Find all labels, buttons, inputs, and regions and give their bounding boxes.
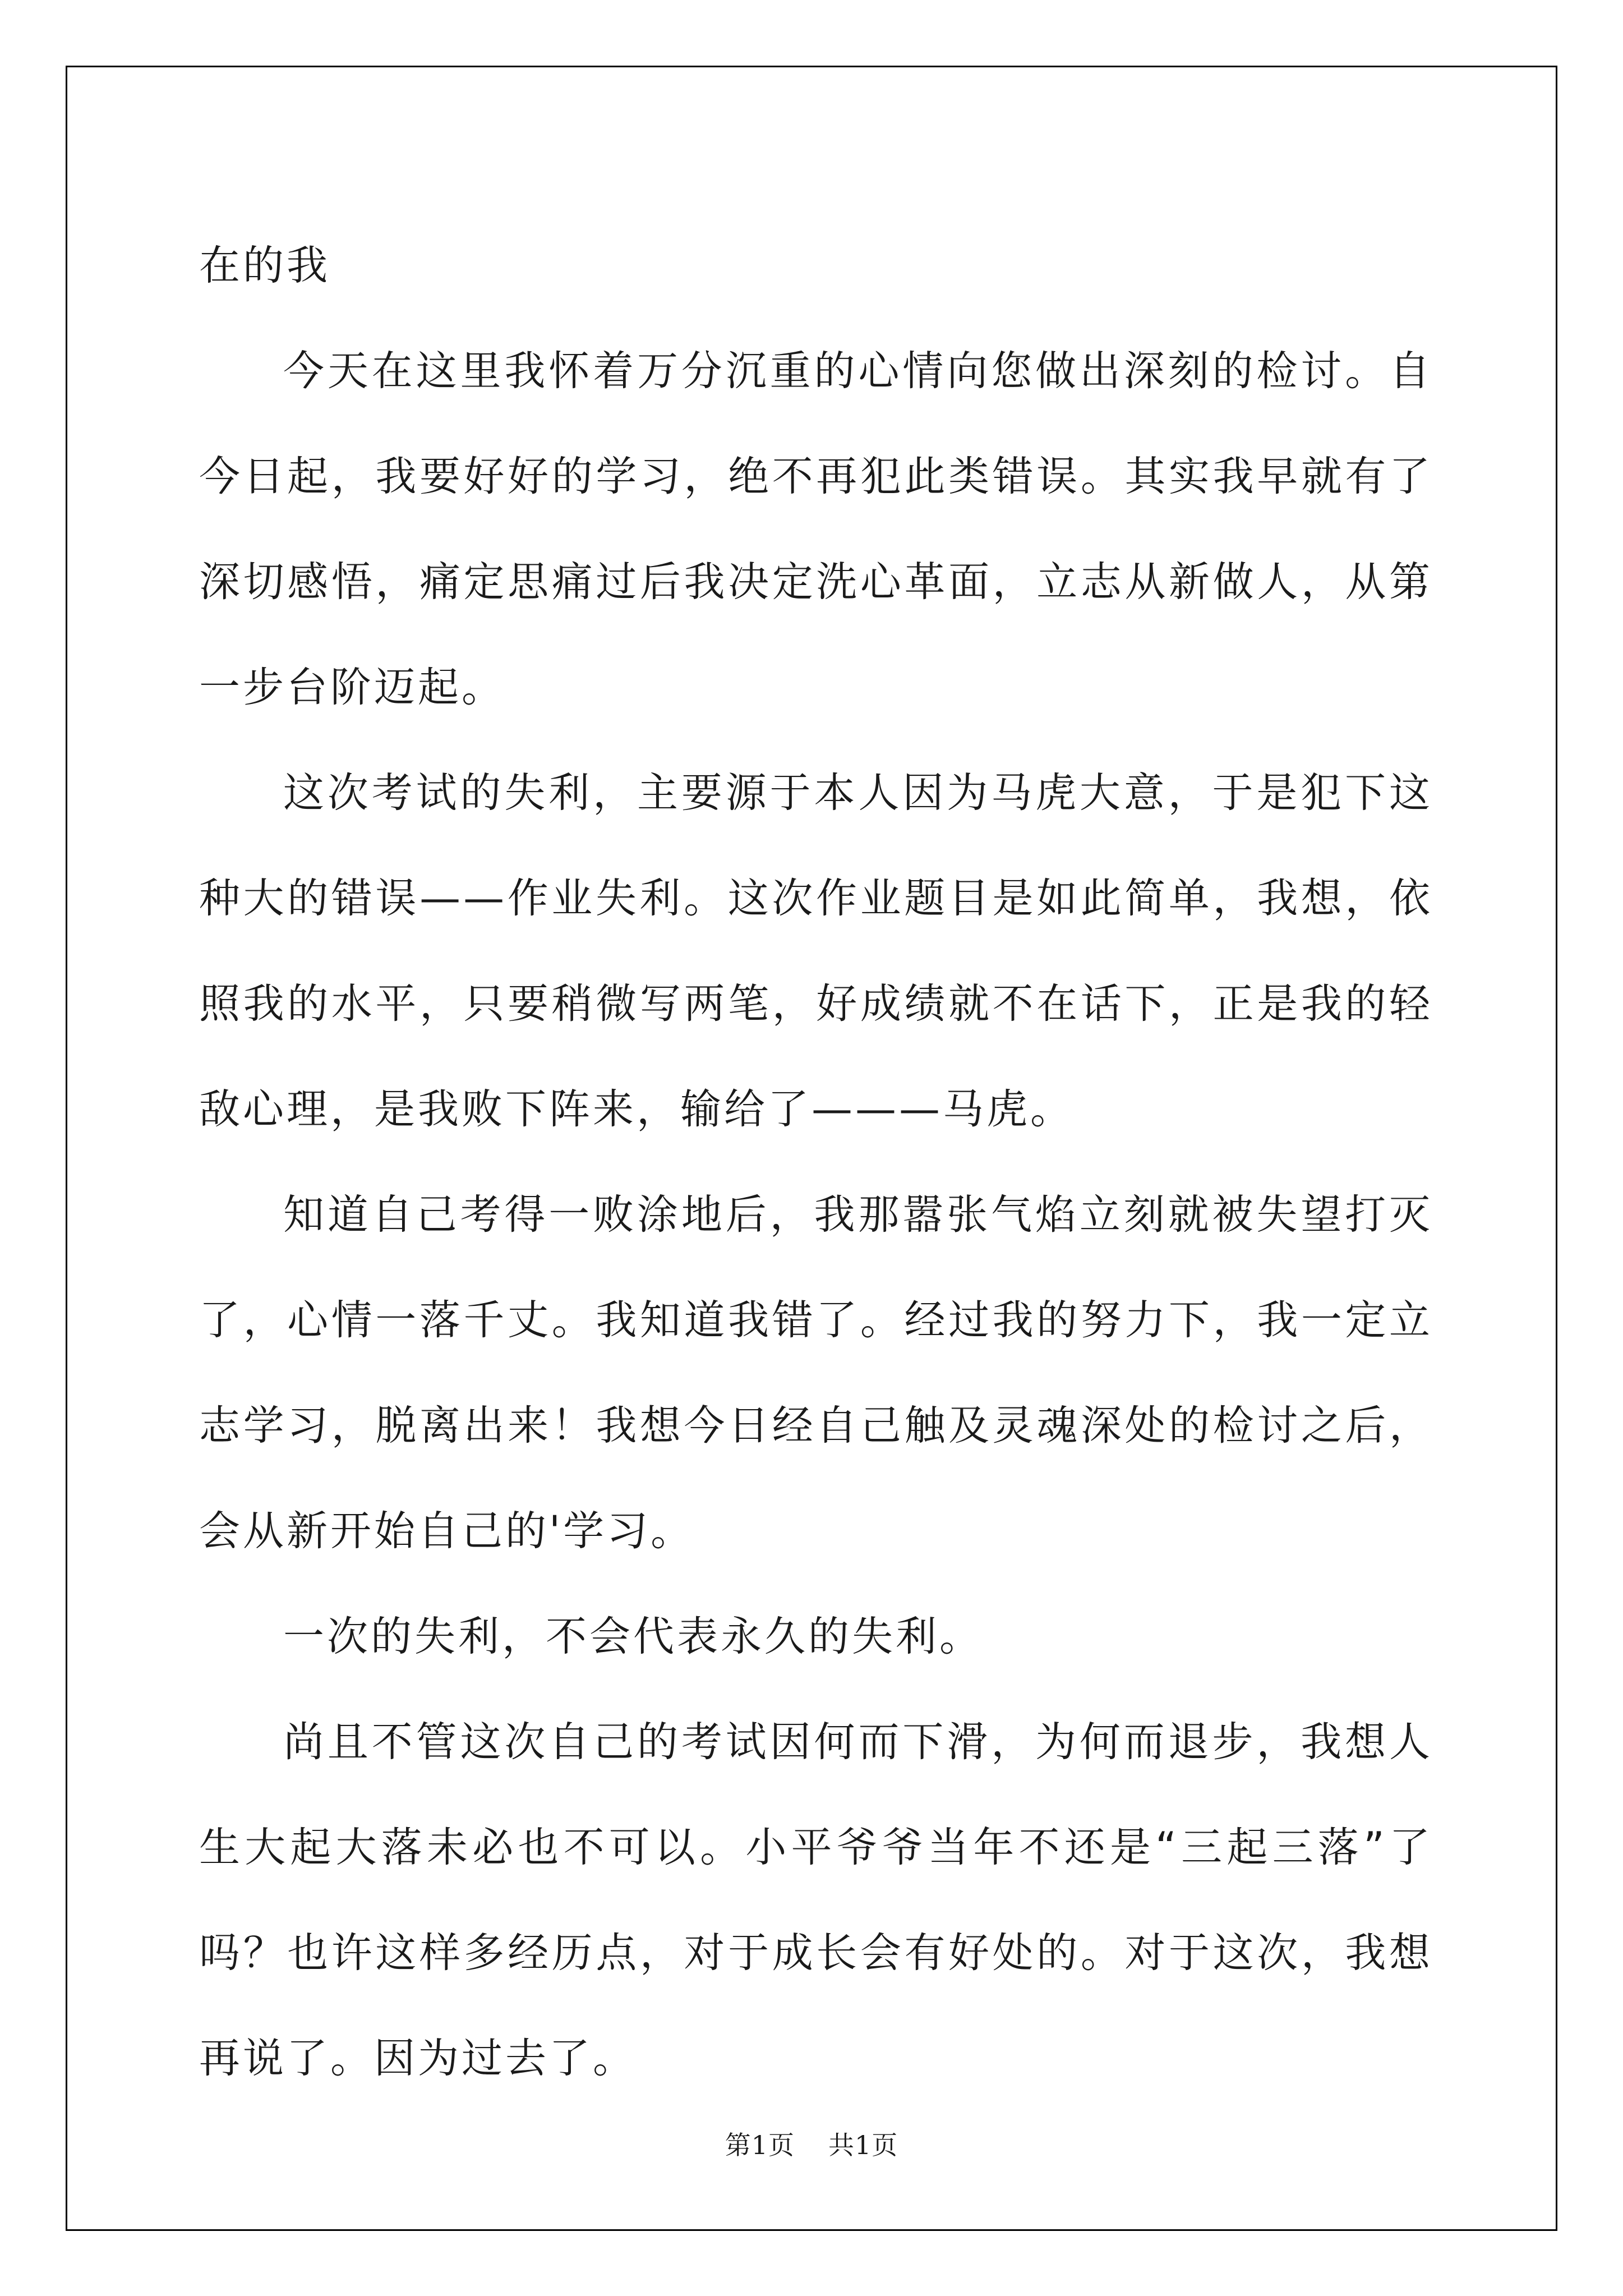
paragraph-4: 一次的失利，不会代表永久的失利。: [283, 1613, 983, 1660]
salutation: 在的我: [199, 242, 330, 289]
page-footer: [0, 2125, 1623, 2162]
paragraph-3: 知道自己考得一败涂地后，我那嚣张气焰立刻就被失望打灭了，心情一落千丈。我知道我错了。经过我的努力下，我一定立志学习，脱离出来！我想今日经自己触及灵魂深处的检讨之后，会从新开始自己的'学习。: [199, 1191, 1433, 1555]
page-number-total: 共1页: [828, 2130, 898, 2160]
paragraph-5: 尚且不管这次自己的考试因何而下滑，为何而退步，我想人生大起大落未必也不可以。小平爷爷当年不还是“三起三落”了吗？也许这样多经历点，对于成长会有好处的。对于这次，我想再说了。因为过去了。: [199, 1718, 1433, 2082]
document-body: [199, 213, 1433, 2111]
page-number-current: 第1页: [725, 2130, 795, 2160]
paragraph-2: 这次考试的失利，主要源于本人因为马虎大意，于是犯下这种大的错误——作业失利。这次作业题目是如此简单，我想，依照我的水平，只要稍微写两笔，好成绩就不在话下，正是我的轻敌心理，是我败下阵来，输给了———马虎。: [199, 769, 1433, 1133]
paragraph-1: 今天在这里我怀着万分沉重的心情向您做出深刻的检讨。自今日起，我要好好的学习，绝不再犯此类错误。其实我早就有了深切感悟，痛定思痛过后我决定洗心革面，立志从新做人，从第一步台阶迈起。: [199, 347, 1433, 711]
